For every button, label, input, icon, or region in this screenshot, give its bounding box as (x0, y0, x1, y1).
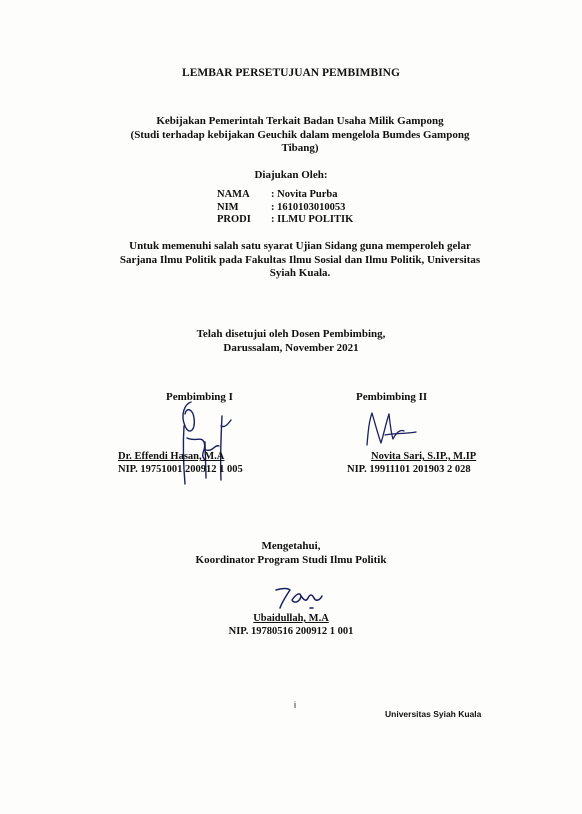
purpose-line: Untuk memenuhi salah satu syarat Ujian Sidang guna memperoleh gelar (129, 240, 471, 252)
coordinator-line: Koordinator Program Studi Ilmu Politik (195, 553, 387, 566)
supervisor2-nip: NIP. 19911101 201903 2 028 (347, 464, 471, 475)
supervisor1-signature (165, 380, 245, 495)
student-identity-table (217, 189, 353, 227)
student-row-name (217, 189, 353, 202)
approval-statement (0, 328, 582, 355)
coordinator-line: Mengetahui, (261, 540, 321, 552)
supervisor1-heading: Pembimbing I (166, 391, 233, 403)
approval-line: Telah disetujui oleh Dosen Pembimbing, (196, 328, 386, 340)
page-title: LEMBAR PERSETUJUAN PEMBIMBING (182, 67, 400, 79)
research-title-line: (Studi terhadap kebijakan Geuchik dalam mengelola Bumdes Gampong (130, 128, 470, 141)
page-number: i (294, 700, 296, 710)
coordinator-signature (270, 582, 330, 614)
purpose-statement (110, 240, 490, 281)
supervisor2-heading: Pembimbing II (356, 391, 428, 403)
field-label: PRODI (217, 214, 251, 225)
coordinator-name: Ubaidullah, M.A (253, 613, 329, 624)
purpose-line: Sarjana Ilmu Politik pada Fakultas Ilmu Sosial dan Ilmu Politik, Universitas (119, 253, 481, 266)
coordinator-name-wrapper (0, 613, 582, 624)
research-title (100, 115, 500, 156)
supervisor1-nip: NIP. 19751001 200912 1 005 (118, 464, 243, 475)
field-value: : 1610103010053 (271, 201, 346, 213)
supervisor1-name: Dr. Effendi Hasan, M.A (118, 451, 225, 462)
submitted-by-label: Diajukan Oleh: (254, 169, 328, 181)
footer-university: Universitas Syiah Kuala (385, 709, 482, 719)
coordinator-nip: NIP. 19780516 200912 1 001 (228, 626, 354, 637)
field-label: NAMA (217, 189, 250, 200)
research-title-line: Kebijakan Pemerintah Terkait Badan Usaha Milik Gampong (156, 115, 444, 127)
student-row-nim (217, 202, 353, 215)
coordinator-statement (0, 540, 582, 567)
approval-line: Darussalam, November 2021 (223, 341, 359, 354)
supervisor2-name: Novita Sari, S.IP., M.IP (371, 451, 477, 462)
research-title-line: Tibang) (281, 142, 319, 154)
purpose-line: Syiah Kuala. (269, 267, 331, 279)
supervisor2-signature (360, 405, 420, 450)
field-value: : ILMU POLITIK (271, 214, 354, 225)
field-value: : Novita Purba (271, 189, 338, 200)
student-row-prodi (217, 214, 353, 227)
field-label: NIM (217, 201, 239, 213)
